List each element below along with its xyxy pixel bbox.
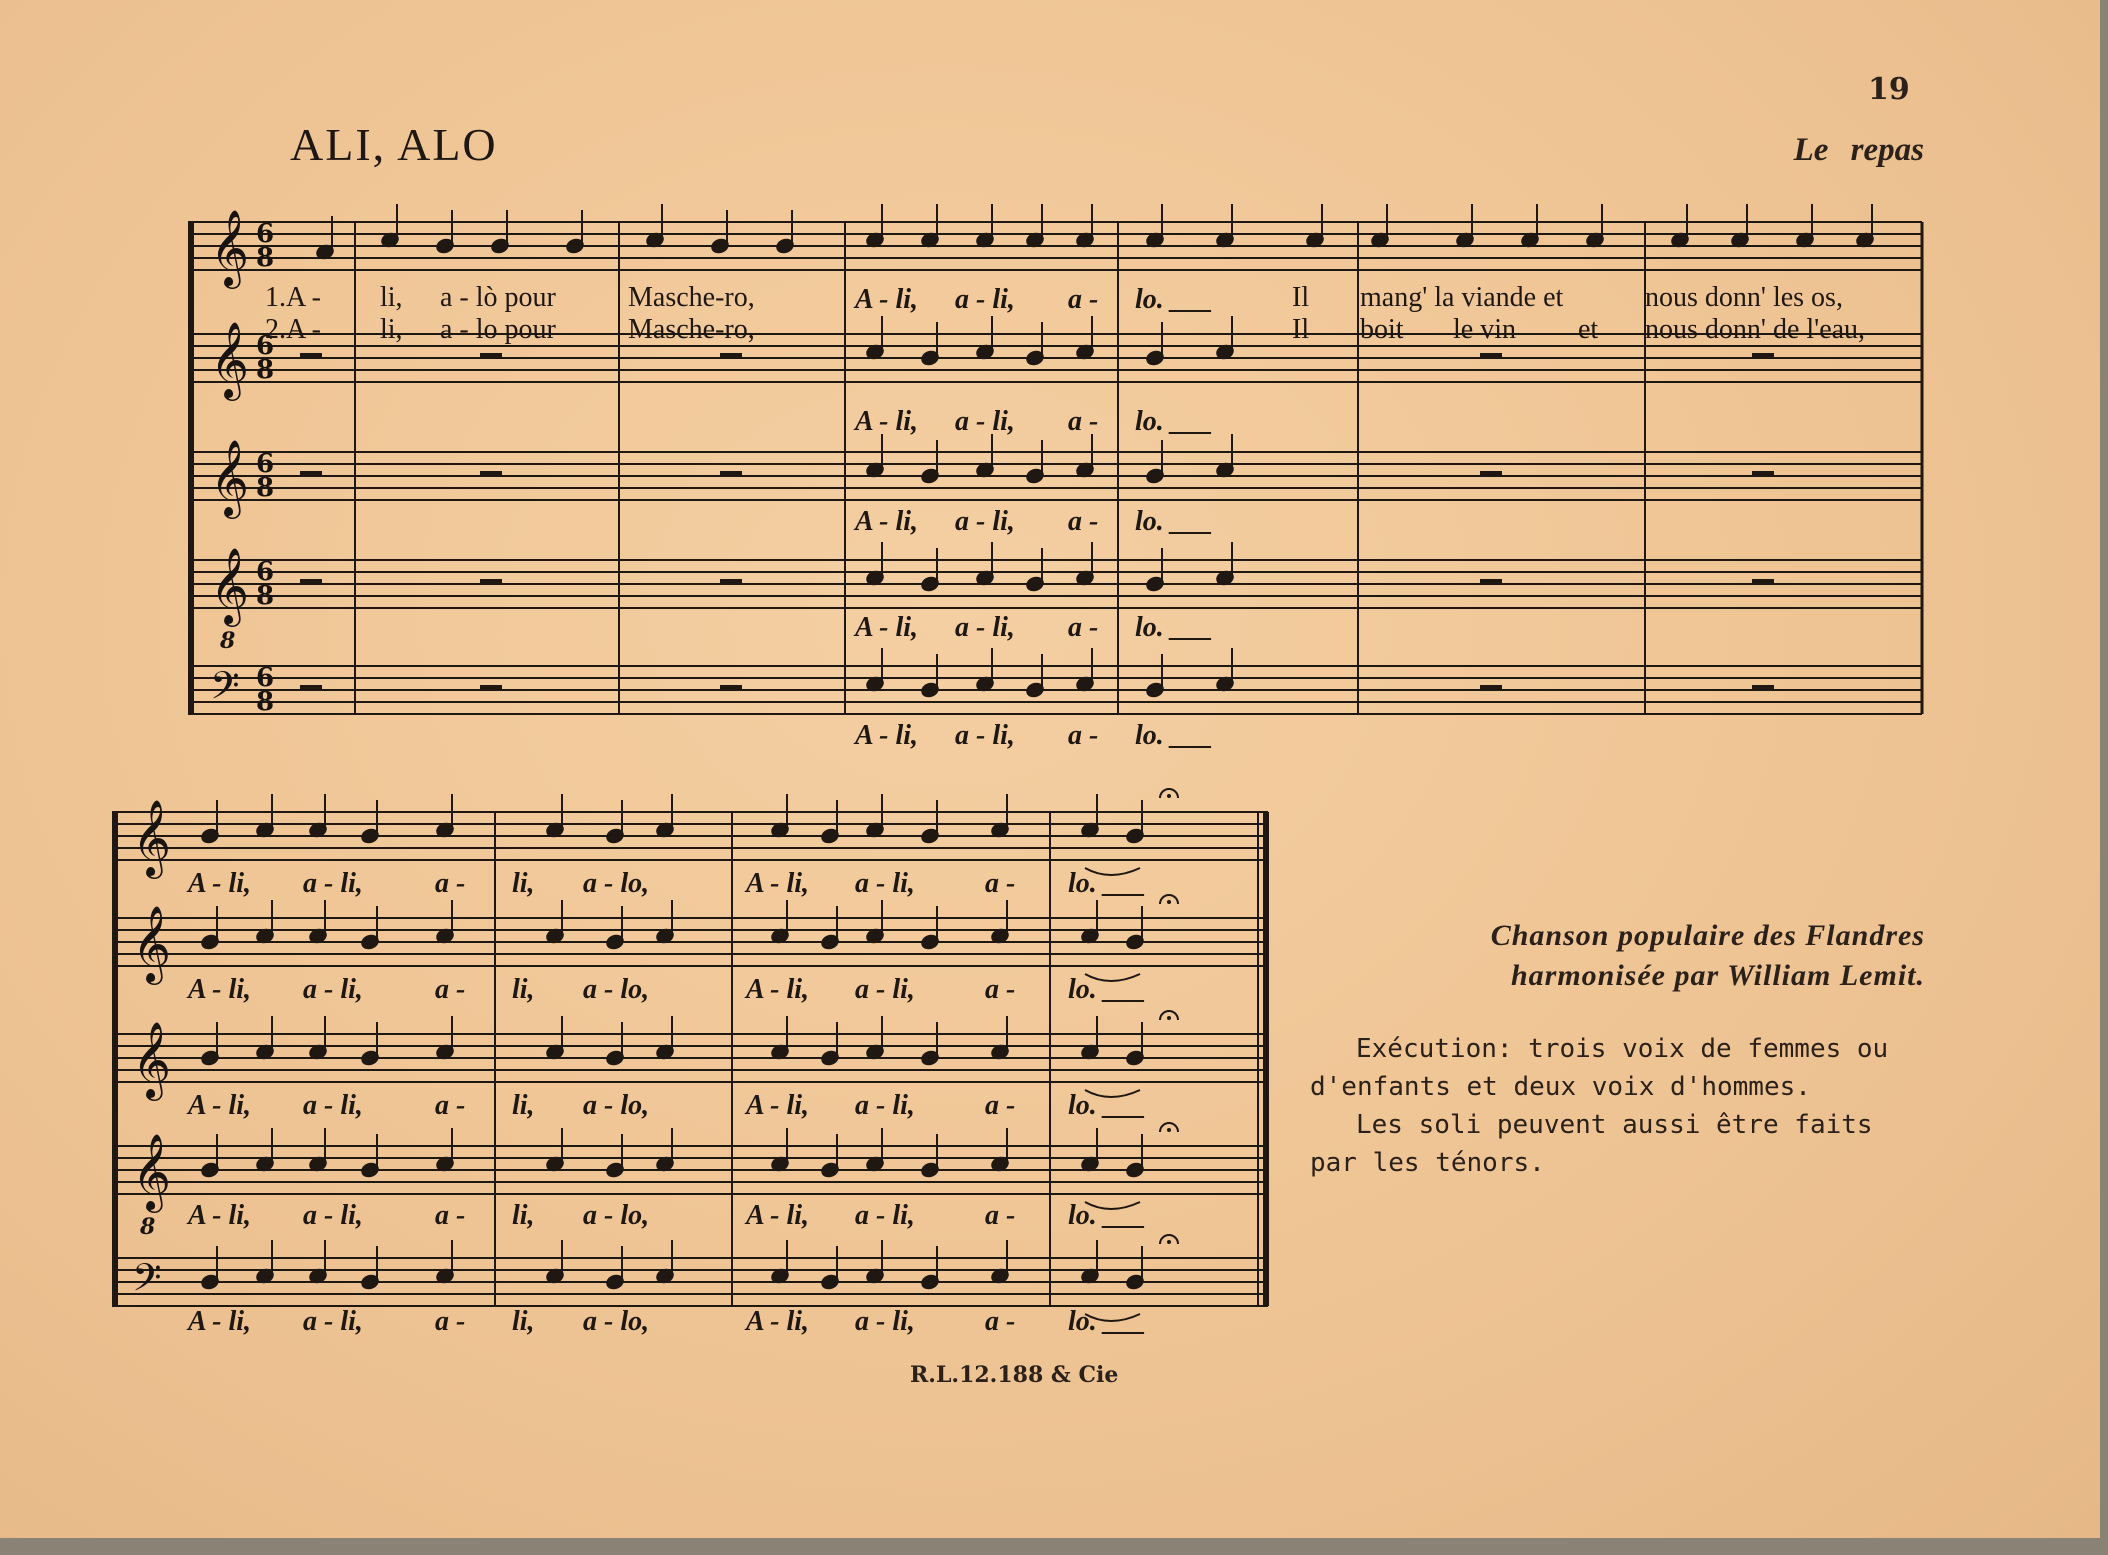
refrain-lyric: A - li, (855, 612, 919, 643)
chorus-lyric-line-1: a - (985, 868, 1016, 899)
chorus-lyric-line-2: a - (985, 974, 1016, 1005)
chorus-note (920, 1134, 939, 1178)
chorus-note (308, 1240, 327, 1284)
system-1-staff-4 (188, 560, 1922, 608)
chorus-lyric-line-3: li, (512, 1090, 535, 1121)
chorus-note (990, 794, 1009, 838)
melody-note (865, 204, 884, 248)
chorus-note (990, 1240, 1009, 1284)
chorus-lyric-line-3: A - li, (746, 1090, 810, 1121)
system-2-staff-2 (112, 918, 1268, 966)
melody-note (775, 210, 794, 254)
refrain-lyric: lo. ___ (1135, 284, 1213, 315)
chorus-lyric-line-5: lo. ___ (1068, 1306, 1146, 1337)
measure-rest (1752, 471, 1774, 476)
chorus-note (820, 800, 839, 844)
octave-mark: 8 (140, 1214, 156, 1240)
melody-note (645, 204, 664, 248)
time-signature-bottom: 8 (256, 243, 275, 273)
execution-note: Exécution: trois voix de femmes ou d'enfants et deux voix d'hommes. (1310, 1034, 1889, 1102)
refrain-note (1025, 548, 1044, 592)
eighth-rest (300, 579, 322, 584)
melody-note (1855, 204, 1874, 248)
refrain-lyric: a - (1068, 284, 1099, 315)
system-2-staff-5 (112, 1258, 1268, 1306)
melody-note (380, 204, 399, 248)
melody-note (710, 210, 729, 254)
refrain-note (975, 648, 994, 692)
chorus-note (1125, 800, 1144, 844)
melody-note (565, 210, 584, 254)
chorus-lyric-line-4: a - li, (303, 1200, 363, 1231)
eighth-rest (300, 353, 322, 358)
eighth-rest (300, 471, 322, 476)
verse-2-lyric: Il (1292, 314, 1310, 345)
chorus-note (255, 900, 274, 944)
measure-rest (720, 471, 742, 476)
chorus-note (360, 800, 379, 844)
system-1-brace (188, 222, 194, 714)
refrain-lyric: A - li, (855, 284, 919, 315)
refrain-note (920, 322, 939, 366)
measure-rest (1480, 471, 1502, 476)
refrain-note (1025, 322, 1044, 366)
refrain-note (1025, 440, 1044, 484)
time-signature-top: 6 (256, 663, 275, 693)
refrain-lyric: a - (1068, 506, 1099, 537)
refrain-lyric: a - li, (955, 284, 1015, 315)
melody-note (1455, 204, 1474, 248)
chorus-lyric-line-2: a - lo, (583, 974, 650, 1005)
system-2-staff-3 (112, 1034, 1268, 1082)
refrain-lyric: A - li, (855, 720, 919, 751)
chorus-lyric-line-3: a - lo, (583, 1090, 650, 1121)
chorus-lyric-line-3: lo. ___ (1068, 1090, 1146, 1121)
verse-1-lyric: Masche-ro, (628, 282, 755, 313)
chorus-note (820, 1246, 839, 1290)
chorus-lyric-line-1: li, (512, 868, 535, 899)
chorus-lyric-line-2: lo. ___ (1068, 974, 1146, 1005)
chorus-note (605, 906, 624, 950)
chorus-lyric-line-5: a - lo, (583, 1306, 650, 1337)
refrain-note (865, 542, 884, 586)
chorus-note (200, 1246, 219, 1290)
chorus-note (1125, 906, 1144, 950)
chorus-note (435, 1016, 454, 1060)
chorus-lyric-line-2: a - li, (855, 974, 915, 1005)
chorus-note (255, 794, 274, 838)
refrain-note (1215, 648, 1234, 692)
verse-2-lyric: et (1578, 314, 1599, 345)
fermata-dot (1167, 1016, 1171, 1020)
melody-note (1585, 204, 1604, 248)
refrain-note (1145, 440, 1164, 484)
system-2-staff-1 (112, 812, 1268, 860)
chorus-note (545, 1128, 564, 1172)
chorus-note (1080, 900, 1099, 944)
refrain-note (920, 548, 939, 592)
chorus-note (545, 1016, 564, 1060)
verse-1-lyric: nous donn' les os, (1645, 282, 1843, 313)
melody-note (1075, 204, 1094, 248)
chorus-note (655, 1128, 674, 1172)
chorus-lyric-line-2: a - li, (303, 974, 363, 1005)
chorus-lyric-line-3: a - (435, 1090, 466, 1121)
refrain-lyric: lo. ___ (1135, 720, 1213, 751)
soli-note: Les soli peuvent aussi être faits par les ténors. (1310, 1110, 1873, 1178)
chorus-lyric-line-1: A - li, (188, 868, 252, 899)
chorus-note (360, 1134, 379, 1178)
refrain-lyric: a - (1068, 612, 1099, 643)
verse-1-lyric: Il (1292, 282, 1310, 313)
chorus-lyric-line-4: A - li, (746, 1200, 810, 1231)
treble-clef-icon: 𝄞 (210, 321, 250, 398)
chorus-note (255, 1016, 274, 1060)
chorus-note (435, 1240, 454, 1284)
measure-rest (480, 353, 502, 358)
time-signature-bottom: 8 (256, 355, 275, 385)
measure-rest (1480, 353, 1502, 358)
chorus-note (865, 1128, 884, 1172)
chorus-note (605, 800, 624, 844)
chorus-note (865, 1240, 884, 1284)
chorus-note (255, 1240, 274, 1284)
measure-rest (1480, 685, 1502, 690)
melody-note (1145, 204, 1164, 248)
verse-1-lyric: mang' la viande et (1360, 282, 1564, 313)
treble-clef-icon: 𝄞 (132, 905, 172, 982)
melody-note (975, 204, 994, 248)
refrain-note (1025, 654, 1044, 698)
verse-2-lyric: le vin (1453, 314, 1516, 345)
refrain-note (920, 440, 939, 484)
page-number: 19 (1868, 72, 1910, 107)
chorus-note (770, 1240, 789, 1284)
time-signature-bottom: 8 (256, 473, 275, 503)
credit-line-1: Chanson populaire des Flandres (1490, 919, 1925, 952)
chorus-note (360, 1246, 379, 1290)
chorus-note (920, 1022, 939, 1066)
refrain-lyric: lo. ___ (1135, 612, 1213, 643)
chorus-lyric-line-4: li, (512, 1200, 535, 1231)
chorus-lyric-line-5: a - li, (303, 1306, 363, 1337)
chorus-note (605, 1134, 624, 1178)
verse-1-lyric: 1.A - (265, 282, 321, 313)
verse-2-lyric: nous donn' de l'eau, (1645, 314, 1866, 345)
chorus-note (435, 1128, 454, 1172)
melody-note (1215, 204, 1234, 248)
time-signature-top: 6 (256, 449, 275, 479)
refrain-lyric: a - (1068, 720, 1099, 751)
refrain-note (975, 434, 994, 478)
fermata-dot (1167, 900, 1171, 904)
chorus-note (200, 906, 219, 950)
octave-mark: 8 (220, 628, 236, 654)
chorus-lyric-line-5: A - li, (746, 1306, 810, 1337)
verse-2-lyric: a - lo pour (440, 314, 556, 345)
system-2-staff-4 (112, 1146, 1268, 1194)
chorus-note (360, 1022, 379, 1066)
chorus-note (655, 1016, 674, 1060)
chorus-note (1080, 1128, 1099, 1172)
chorus-lyric-line-2: A - li, (188, 974, 252, 1005)
chorus-lyric-line-4: a - li, (855, 1200, 915, 1231)
refrain-note (920, 654, 939, 698)
refrain-note (1145, 322, 1164, 366)
chorus-note (435, 900, 454, 944)
verse-2-lyric: li, (380, 314, 403, 345)
treble-clef-icon: 𝄞 (210, 209, 250, 286)
chorus-note (1080, 1016, 1099, 1060)
chorus-note (990, 900, 1009, 944)
refrain-note (1075, 542, 1094, 586)
chorus-lyric-line-3: A - li, (188, 1090, 252, 1121)
refrain-note (1075, 316, 1094, 360)
refrain-lyric: A - li, (855, 506, 919, 537)
time-signature-bottom: 8 (256, 581, 275, 611)
refrain-note (1145, 548, 1164, 592)
chorus-note (990, 1128, 1009, 1172)
refrain-lyric: A - li, (855, 406, 919, 437)
refrain-lyric: a - (1068, 406, 1099, 437)
refrain-lyric: lo. ___ (1135, 406, 1213, 437)
credit-note (1305, 916, 1925, 996)
refrain-note (1215, 316, 1234, 360)
time-signature-top: 6 (256, 557, 275, 587)
chorus-note (1125, 1246, 1144, 1290)
refrain-note (1215, 434, 1234, 478)
treble-clef-icon: 𝄞 (132, 1133, 172, 1210)
chorus-note (1080, 794, 1099, 838)
refrain-note (865, 434, 884, 478)
chorus-note (308, 900, 327, 944)
chorus-note (865, 900, 884, 944)
chorus-lyric-line-5: a - (985, 1306, 1016, 1337)
credit-line-2: harmonisée par William Lemit. (1510, 959, 1925, 992)
refrain-note (865, 648, 884, 692)
fermata-dot (1167, 1128, 1171, 1132)
treble-clef-icon: 𝄞 (132, 1021, 172, 1098)
chorus-note (990, 1016, 1009, 1060)
chorus-note (255, 1128, 274, 1172)
chorus-note (865, 1016, 884, 1060)
chorus-lyric-line-1: a - lo, (583, 868, 650, 899)
chorus-note (1080, 1240, 1099, 1284)
melody-note (1730, 204, 1749, 248)
chorus-lyric-line-1: a - (435, 868, 466, 899)
chorus-note (820, 1022, 839, 1066)
melody-note (1305, 204, 1324, 248)
chorus-lyric-line-5: li, (512, 1306, 535, 1337)
chorus-note (655, 794, 674, 838)
measure-rest (720, 579, 742, 584)
chorus-lyric-line-1: a - li, (855, 868, 915, 899)
chorus-note (770, 1128, 789, 1172)
chorus-lyric-line-4: a - lo, (583, 1200, 650, 1231)
chorus-lyric-line-1: a - li, (303, 868, 363, 899)
section-theme: Le repas (1793, 132, 1924, 168)
verse-2-lyric: 2.A - (265, 314, 321, 345)
refrain-note (865, 316, 884, 360)
measure-rest (1480, 579, 1502, 584)
song-title: ALI, ALO (290, 119, 498, 170)
chorus-lyric-line-1: A - li, (746, 868, 810, 899)
chorus-note (820, 1134, 839, 1178)
chorus-lyric-line-2: li, (512, 974, 535, 1005)
chorus-note (308, 794, 327, 838)
chorus-note (920, 800, 939, 844)
refrain-lyric: lo. ___ (1135, 506, 1213, 537)
refrain-note (1075, 648, 1094, 692)
measure-rest (480, 471, 502, 476)
chorus-note (1125, 1134, 1144, 1178)
time-signature-bottom: 8 (256, 687, 275, 717)
chorus-lyric-line-4: a - (435, 1200, 466, 1231)
chorus-note (865, 794, 884, 838)
treble-clef-icon: 𝄞 (132, 799, 172, 876)
measure-rest (480, 579, 502, 584)
verse-1-lyric: a - lò pour (440, 282, 556, 313)
chorus-note (435, 794, 454, 838)
chorus-note (200, 1022, 219, 1066)
chorus-lyric-line-4: lo. ___ (1068, 1200, 1146, 1231)
eighth-rest (300, 685, 322, 690)
refrain-lyric: a - li, (955, 406, 1015, 437)
melody-note (1795, 204, 1814, 248)
chorus-note (1125, 1022, 1144, 1066)
system-1-staff-3 (188, 452, 1922, 500)
refrain-note (1215, 542, 1234, 586)
chorus-note (770, 900, 789, 944)
chorus-note (545, 900, 564, 944)
refrain-lyric: a - li, (955, 720, 1015, 751)
chorus-lyric-line-2: a - (435, 974, 466, 1005)
publisher-imprint: R.L.12.188 & Cie (910, 1362, 1119, 1388)
system-1-staff-5 (188, 666, 1922, 714)
chorus-lyric-line-1: lo. ___ (1068, 868, 1146, 899)
measure-rest (1752, 579, 1774, 584)
verse-2-lyric: boit (1360, 314, 1404, 345)
measure-rest (720, 353, 742, 358)
verse-1-lyric: li, (380, 282, 403, 313)
melody-note (490, 210, 509, 254)
chorus-lyric-line-3: a - (985, 1090, 1016, 1121)
chorus-note (605, 1246, 624, 1290)
chorus-lyric-line-5: a - (435, 1306, 466, 1337)
bass-clef-icon: 𝄢 (210, 663, 240, 717)
performance-notes (1310, 1030, 1922, 1182)
refrain-lyric: a - li, (955, 612, 1015, 643)
treble-clef-icon: 𝄞 (210, 547, 250, 624)
refrain-lyric: a - li, (955, 506, 1015, 537)
chorus-note (920, 1246, 939, 1290)
chorus-lyric-line-4: A - li, (188, 1200, 252, 1231)
bass-clef-icon: 𝄢 (132, 1255, 162, 1309)
chorus-note (545, 794, 564, 838)
chorus-note (920, 906, 939, 950)
melody-note (435, 210, 454, 254)
melody-note (920, 204, 939, 248)
chorus-note (308, 1128, 327, 1172)
melody-note (1670, 204, 1689, 248)
refrain-note (975, 542, 994, 586)
measure-rest (720, 685, 742, 690)
refrain-note (975, 316, 994, 360)
refrain-note (1075, 434, 1094, 478)
chorus-note (545, 1240, 564, 1284)
chorus-lyric-line-3: a - li, (303, 1090, 363, 1121)
chorus-lyric-line-3: a - li, (855, 1090, 915, 1121)
time-signature-top: 6 (256, 331, 275, 361)
chorus-lyric-line-2: A - li, (746, 974, 810, 1005)
chorus-lyric-line-5: a - li, (855, 1306, 915, 1337)
chorus-note (200, 800, 219, 844)
measure-rest (1752, 685, 1774, 690)
chorus-note (820, 906, 839, 950)
treble-clef-icon: 𝄞 (210, 439, 250, 516)
chorus-note (200, 1134, 219, 1178)
chorus-note (655, 900, 674, 944)
verse-2-lyric: Masche-ro, (628, 314, 755, 345)
melody-note (1025, 204, 1044, 248)
chorus-note (770, 1016, 789, 1060)
chorus-note (308, 1016, 327, 1060)
chorus-note (360, 906, 379, 950)
time-signature-top: 6 (256, 219, 275, 249)
refrain-note (1145, 654, 1164, 698)
melody-note (1520, 204, 1539, 248)
chorus-note (655, 1240, 674, 1284)
measure-rest (480, 685, 502, 690)
measure-rest (1752, 353, 1774, 358)
chorus-lyric-line-5: A - li, (188, 1306, 252, 1337)
chorus-note (605, 1022, 624, 1066)
fermata-dot (1167, 794, 1171, 798)
chorus-note (770, 794, 789, 838)
melody-note (1370, 204, 1389, 248)
chorus-lyric-line-4: a - (985, 1200, 1016, 1231)
fermata-dot (1167, 1240, 1171, 1244)
